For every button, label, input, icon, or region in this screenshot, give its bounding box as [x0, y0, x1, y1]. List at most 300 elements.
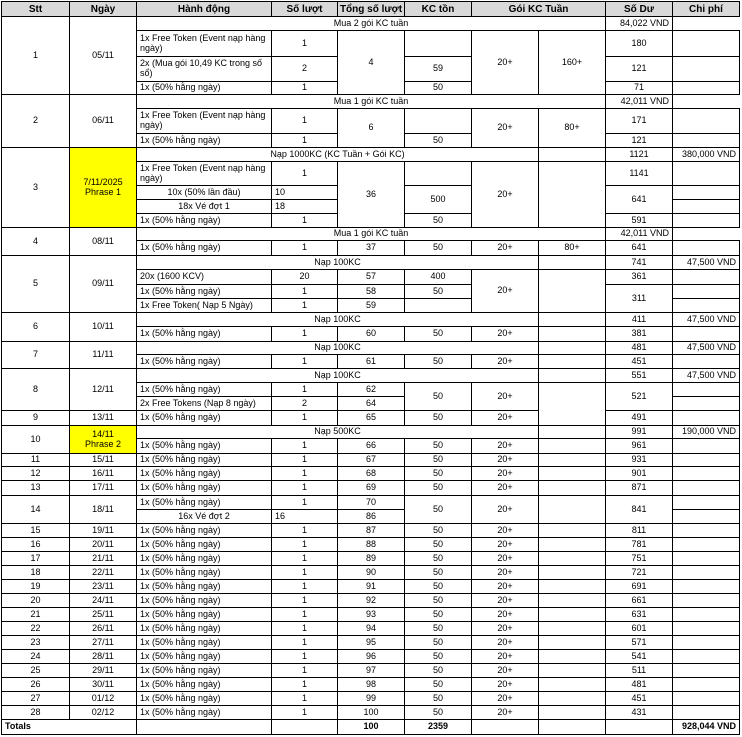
table-cell[interactable]: 27/11 [69, 635, 137, 650]
table-cell[interactable]: 1x (50% hằng ngày) [136, 410, 272, 426]
table-cell[interactable] [605, 719, 673, 735]
table-cell[interactable] [672, 269, 740, 285]
table-cell[interactable] [672, 453, 740, 467]
table-cell[interactable]: Nạp 1000KC (KC Tuần + Gói KC) [136, 147, 539, 162]
table-cell[interactable] [538, 663, 606, 678]
table-cell[interactable] [404, 30, 472, 57]
table-cell[interactable]: 1x (50% hằng ngày) [136, 621, 272, 636]
table-cell[interactable]: 22 [1, 621, 70, 636]
table-cell[interactable]: 1x (50% hằng ngày) [136, 240, 272, 256]
table-cell[interactable]: 1x (50% hằng ngày) [136, 565, 272, 580]
table-cell[interactable]: Mua 1 gói KC tuần [136, 94, 606, 109]
table-cell[interactable]: 1x (50% hằng ngày) [136, 607, 272, 622]
table-cell[interactable]: 26/11 [69, 621, 137, 636]
table-cell[interactable]: 171 [605, 108, 673, 134]
table-cell[interactable]: 4 [337, 30, 405, 95]
table-cell[interactable]: 50 [404, 284, 472, 299]
table-cell[interactable] [404, 298, 472, 313]
column-header-goi-kc-tuan[interactable]: Gói KC Tuần [471, 1, 606, 17]
table-cell[interactable]: 20+ [471, 438, 539, 454]
table-cell[interactable]: 95 [337, 635, 405, 650]
table-cell[interactable]: 591 [605, 213, 673, 228]
table-cell[interactable]: 20+ [471, 691, 539, 706]
table-cell[interactable]: 11/11 [69, 341, 137, 369]
table-cell[interactable]: 88 [337, 537, 405, 552]
table-cell[interactable]: 811 [605, 523, 673, 538]
table-cell[interactable] [538, 495, 606, 524]
table-cell[interactable]: 10/11 [69, 312, 137, 342]
table-cell[interactable]: 1 [271, 593, 338, 608]
table-cell[interactable] [404, 161, 472, 186]
table-cell[interactable] [672, 649, 740, 664]
table-cell[interactable]: 50 [404, 537, 472, 552]
table-cell[interactable] [136, 719, 272, 735]
table-cell[interactable] [672, 466, 740, 481]
table-cell[interactable] [672, 284, 740, 299]
table-cell[interactable]: 13/11 [69, 410, 137, 426]
table-cell[interactable]: 57 [337, 269, 405, 285]
table-cell[interactable]: 90 [337, 565, 405, 580]
table-cell[interactable]: 1x (50% hằng ngày) [136, 438, 272, 454]
table-cell[interactable]: 20+ [471, 453, 539, 467]
table-cell[interactable]: 100 [337, 705, 405, 720]
table-cell[interactable]: 5 [1, 255, 70, 313]
table-cell[interactable]: Nạp 100KC [136, 255, 539, 270]
table-cell[interactable]: 11 [1, 453, 70, 467]
table-cell[interactable]: Mua 2 gói KC tuần [136, 16, 606, 31]
table-cell[interactable]: 1 [271, 161, 338, 186]
table-cell[interactable] [672, 635, 740, 650]
table-cell[interactable]: 50 [404, 635, 472, 650]
table-cell[interactable] [538, 635, 606, 650]
table-cell[interactable]: 50 [404, 607, 472, 622]
table-cell[interactable] [538, 719, 606, 735]
table-cell[interactable] [471, 719, 539, 735]
table-cell[interactable]: 961 [605, 438, 673, 454]
table-cell[interactable]: 9 [1, 410, 70, 426]
table-cell[interactable]: 50 [404, 466, 472, 481]
table-cell[interactable]: 481 [605, 341, 673, 355]
table-cell[interactable]: 94 [337, 621, 405, 636]
table-cell[interactable]: 1x (50% hằng ngày) [136, 495, 272, 510]
table-cell[interactable] [538, 691, 606, 706]
table-cell[interactable] [672, 56, 740, 82]
table-cell[interactable] [672, 495, 740, 510]
table-cell[interactable] [672, 396, 740, 411]
table-cell[interactable]: 59 [337, 298, 405, 313]
table-cell[interactable]: 30/11 [69, 677, 137, 692]
table-cell[interactable]: 10 [271, 185, 338, 200]
table-cell[interactable]: 89 [337, 551, 405, 566]
table-cell[interactable]: 84,022 VND [605, 16, 673, 31]
table-cell[interactable]: 16/11 [69, 466, 137, 481]
table-cell[interactable]: 20+ [471, 495, 539, 524]
table-cell[interactable]: 99 [337, 691, 405, 706]
table-cell[interactable]: 6 [1, 312, 70, 342]
table-cell[interactable]: 21 [1, 607, 70, 622]
table-cell[interactable] [672, 509, 740, 524]
table-cell[interactable] [672, 677, 740, 692]
table-cell[interactable]: 28/11 [69, 649, 137, 664]
table-cell[interactable] [538, 382, 606, 426]
table-cell[interactable]: 491 [605, 410, 673, 426]
table-cell[interactable] [672, 185, 740, 200]
table-cell[interactable]: 10x (50% lần đầu) [136, 185, 272, 200]
table-cell[interactable]: 18 [1, 565, 70, 580]
table-cell[interactable]: 50 [404, 326, 472, 342]
table-cell[interactable]: 20+ [471, 480, 539, 496]
column-header-kc-ton[interactable]: KC tồn [404, 1, 472, 17]
table-cell[interactable]: 541 [605, 649, 673, 664]
table-cell[interactable]: 50 [404, 677, 472, 692]
table-cell[interactable]: 1 [271, 705, 338, 720]
table-cell[interactable] [538, 269, 606, 313]
table-cell[interactable]: 431 [605, 705, 673, 720]
table-cell[interactable]: 24/11 [69, 593, 137, 608]
table-cell[interactable]: 50 [404, 213, 472, 228]
table-cell[interactable] [538, 326, 606, 342]
table-cell[interactable]: 1121 [605, 147, 673, 162]
table-cell[interactable] [672, 579, 740, 594]
totals-cell[interactable]: 100 [337, 719, 405, 735]
table-cell[interactable]: 1 [271, 133, 338, 148]
table-cell[interactable]: 1x (50% hằng ngày) [136, 354, 272, 369]
table-cell[interactable]: 71 [605, 81, 673, 95]
table-cell[interactable] [672, 298, 740, 313]
column-header-so-du[interactable]: Số Dư [605, 1, 673, 17]
table-cell[interactable]: 311 [605, 284, 673, 313]
table-cell[interactable] [672, 663, 740, 678]
table-cell[interactable]: 3 [1, 147, 70, 228]
table-cell[interactable]: 97 [337, 663, 405, 678]
table-cell[interactable]: 96 [337, 649, 405, 664]
table-cell[interactable]: 14 [1, 495, 70, 524]
table-cell[interactable] [672, 354, 740, 369]
table-cell[interactable]: 691 [605, 579, 673, 594]
table-cell[interactable]: 36 [337, 161, 405, 228]
table-cell[interactable] [271, 719, 338, 735]
table-cell[interactable] [672, 133, 740, 148]
table-cell[interactable]: 1 [271, 466, 338, 481]
table-cell[interactable] [672, 438, 740, 454]
table-cell[interactable]: 4 [1, 227, 70, 256]
table-cell[interactable]: 6 [337, 108, 405, 148]
table-cell[interactable]: 02/12 [69, 705, 137, 720]
table-cell[interactable]: 22/11 [69, 565, 137, 580]
column-header-ngay[interactable]: Ngày [69, 1, 137, 17]
table-cell[interactable]: 121 [605, 56, 673, 82]
totals-cell[interactable]: Totals [1, 719, 137, 735]
table-cell[interactable] [672, 537, 740, 552]
column-header-chi-phi[interactable]: Chi phí [672, 1, 740, 17]
table-cell[interactable]: 42,011 VND [605, 227, 673, 241]
table-cell[interactable] [672, 240, 740, 256]
table-cell[interactable]: 58 [337, 284, 405, 299]
table-cell[interactable]: 641 [605, 240, 673, 256]
table-cell[interactable]: 20 [1, 593, 70, 608]
table-cell[interactable]: 80+ [538, 108, 606, 148]
table-cell[interactable] [538, 161, 606, 228]
table-cell[interactable] [672, 565, 740, 580]
table-cell[interactable]: 01/12 [69, 691, 137, 706]
table-cell[interactable]: 1 [271, 537, 338, 552]
table-cell[interactable]: 1 [271, 81, 338, 95]
table-cell[interactable]: 64 [337, 396, 405, 411]
table-cell[interactable]: 50 [404, 663, 472, 678]
table-cell[interactable]: 1 [271, 382, 338, 397]
table-cell[interactable]: 1x (50% hằng ngày) [136, 326, 272, 342]
table-cell[interactable]: 50 [404, 523, 472, 538]
table-cell[interactable]: 1x (50% hằng ngày) [136, 480, 272, 496]
table-cell[interactable]: 47,500 VND [672, 341, 740, 355]
table-cell[interactable]: 521 [605, 382, 673, 411]
table-cell[interactable]: 411 [605, 312, 673, 327]
table-cell[interactable]: 50 [404, 81, 472, 95]
table-cell[interactable]: 2x Free Tokens (Nạp 8 ngày) [136, 396, 272, 411]
table-cell[interactable]: 1 [271, 635, 338, 650]
column-header-stt[interactable]: Stt [1, 1, 70, 17]
table-cell[interactable]: 20+ [471, 466, 539, 481]
table-cell[interactable]: 12 [1, 466, 70, 481]
table-cell[interactable]: 1x Free Token( Nạp 5 Ngày) [136, 298, 272, 313]
table-cell[interactable]: 1x (50% hằng ngày) [136, 677, 272, 692]
table-cell[interactable]: 20+ [471, 635, 539, 650]
table-cell[interactable]: 500 [404, 185, 472, 214]
highlighted-date-cell[interactable]: 7/11/2025 Phrase 1 [69, 147, 137, 228]
table-cell[interactable]: 59 [404, 56, 472, 82]
table-cell[interactable]: 15/11 [69, 453, 137, 467]
table-cell[interactable]: 400 [404, 269, 472, 285]
table-cell[interactable]: 901 [605, 466, 673, 481]
table-cell[interactable]: 1x (50% hằng ngày) [136, 635, 272, 650]
table-cell[interactable]: 601 [605, 621, 673, 636]
table-cell[interactable] [538, 607, 606, 622]
table-cell[interactable]: 381 [605, 326, 673, 342]
table-cell[interactable]: 23 [1, 635, 70, 650]
table-cell[interactable]: 20+ [471, 382, 539, 411]
table-cell[interactable]: 1x (50% hằng ngày) [136, 663, 272, 678]
table-cell[interactable]: 42,011 VND [605, 94, 673, 109]
table-cell[interactable]: Nạp 100KC [136, 312, 539, 327]
table-cell[interactable]: 20+ [471, 607, 539, 622]
table-cell[interactable]: 841 [605, 495, 673, 524]
table-cell[interactable]: 2 [1, 94, 70, 148]
table-cell[interactable]: 781 [605, 537, 673, 552]
table-cell[interactable]: 1x (50% hằng ngày) [136, 523, 272, 538]
table-cell[interactable]: 641 [605, 185, 673, 214]
table-cell[interactable]: 511 [605, 663, 673, 678]
table-cell[interactable]: 1 [1, 16, 70, 95]
table-cell[interactable] [538, 466, 606, 481]
table-cell[interactable]: Mua 1 gói KC tuần [136, 227, 606, 241]
table-cell[interactable] [538, 551, 606, 566]
table-cell[interactable]: Nạp 100KC [136, 341, 539, 355]
table-cell[interactable] [672, 161, 740, 186]
table-cell[interactable]: 1x (50% hằng ngày) [136, 466, 272, 481]
table-cell[interactable]: 1 [271, 354, 338, 369]
table-cell[interactable] [538, 354, 606, 369]
table-cell[interactable]: 1 [271, 495, 338, 510]
table-cell[interactable]: 190,000 VND [672, 425, 740, 439]
table-cell[interactable]: 26 [1, 677, 70, 692]
table-cell[interactable]: 50 [404, 480, 472, 496]
table-cell[interactable]: 160+ [538, 30, 606, 95]
table-cell[interactable]: 1 [271, 326, 338, 342]
table-cell[interactable]: 20+ [471, 108, 539, 148]
table-cell[interactable]: 20+ [471, 410, 539, 426]
table-cell[interactable]: 50 [404, 240, 472, 256]
table-cell[interactable]: 180 [605, 30, 673, 57]
table-cell[interactable]: 29/11 [69, 663, 137, 678]
table-cell[interactable]: 50 [404, 593, 472, 608]
table-cell[interactable]: 1x Free Token (Event nạp hàng ngày) [136, 161, 272, 186]
column-header-hanh-dong[interactable]: Hành động [136, 1, 272, 17]
table-cell[interactable] [672, 199, 740, 214]
table-cell[interactable] [538, 705, 606, 720]
table-cell[interactable]: 631 [605, 607, 673, 622]
table-cell[interactable]: 1x (50% hằng ngày) [136, 705, 272, 720]
table-cell[interactable]: 1 [271, 108, 338, 134]
table-cell[interactable]: 86 [337, 509, 405, 524]
table-cell[interactable]: 1 [271, 410, 338, 426]
table-cell[interactable] [538, 579, 606, 594]
table-cell[interactable]: 09/11 [69, 255, 137, 313]
table-cell[interactable]: 1x Free Token (Event nạp hàng ngày) [136, 30, 272, 57]
table-cell[interactable]: 1 [271, 579, 338, 594]
table-cell[interactable] [538, 537, 606, 552]
table-cell[interactable]: 1x (50% hằng ngày) [136, 593, 272, 608]
table-cell[interactable] [672, 213, 740, 228]
table-cell[interactable]: 20+ [471, 240, 539, 256]
totals-cell[interactable]: 928,044 VND [672, 719, 740, 735]
table-cell[interactable]: 571 [605, 635, 673, 650]
table-cell[interactable]: Nạp 100KC [136, 368, 539, 383]
table-cell[interactable]: 121 [605, 133, 673, 148]
table-cell[interactable]: 20 [271, 269, 338, 285]
table-cell[interactable]: 50 [404, 354, 472, 369]
table-cell[interactable] [538, 438, 606, 454]
table-cell[interactable] [672, 593, 740, 608]
table-cell[interactable]: 1 [271, 438, 338, 454]
table-cell[interactable]: 1 [271, 607, 338, 622]
table-cell[interactable] [672, 108, 740, 134]
table-cell[interactable]: 20+ [471, 593, 539, 608]
table-cell[interactable]: 451 [605, 691, 673, 706]
table-cell[interactable]: 70 [337, 495, 405, 510]
table-cell[interactable]: 1x (50% hằng ngày) [136, 382, 272, 397]
table-cell[interactable] [672, 81, 740, 95]
table-cell[interactable]: 20+ [471, 663, 539, 678]
table-cell[interactable] [538, 593, 606, 608]
table-cell[interactable]: 17 [1, 551, 70, 566]
table-cell[interactable] [404, 108, 472, 134]
table-cell[interactable]: 25/11 [69, 607, 137, 622]
table-cell[interactable] [538, 453, 606, 467]
table-cell[interactable]: 08/11 [69, 227, 137, 256]
table-cell[interactable]: 20+ [471, 30, 539, 95]
table-cell[interactable]: 61 [337, 354, 405, 369]
table-cell[interactable]: 16 [1, 537, 70, 552]
table-cell[interactable]: 1 [271, 298, 338, 313]
table-cell[interactable]: 98 [337, 677, 405, 692]
totals-cell[interactable]: 2359 [404, 719, 472, 735]
highlighted-date-cell[interactable]: 14/11 Phrase 2 [69, 425, 137, 454]
table-cell[interactable]: 1 [271, 621, 338, 636]
table-cell[interactable]: 1x (50% hằng ngày) [136, 649, 272, 664]
table-cell[interactable] [672, 523, 740, 538]
table-cell[interactable] [672, 480, 740, 496]
table-cell[interactable]: 20x (1600 KCV) [136, 269, 272, 285]
table-cell[interactable]: 1 [271, 565, 338, 580]
table-cell[interactable]: 1x (50% hằng ngày) [136, 579, 272, 594]
table-cell[interactable]: 21/11 [69, 551, 137, 566]
table-cell[interactable]: 20+ [471, 649, 539, 664]
table-cell[interactable] [672, 607, 740, 622]
table-cell[interactable] [672, 621, 740, 636]
table-cell[interactable]: 15 [1, 523, 70, 538]
table-cell[interactable]: 50 [404, 382, 472, 411]
table-cell[interactable]: 37 [337, 240, 405, 256]
table-cell[interactable]: 93 [337, 607, 405, 622]
table-cell[interactable]: 50 [404, 133, 472, 148]
table-cell[interactable]: 28 [1, 705, 70, 720]
table-cell[interactable]: 19/11 [69, 523, 137, 538]
table-cell[interactable]: 20+ [471, 354, 539, 369]
column-header-tong-so-luot[interactable]: Tổng số lượt [337, 1, 405, 17]
table-cell[interactable]: 20/11 [69, 537, 137, 552]
table-cell[interactable]: 2x (Mua gói 10,49 KC trong số sổ) [136, 56, 272, 82]
table-cell[interactable]: 18 [271, 199, 338, 214]
table-cell[interactable]: 50 [404, 438, 472, 454]
table-cell[interactable]: 50 [404, 649, 472, 664]
table-cell[interactable]: 50 [404, 453, 472, 467]
table-cell[interactable] [672, 705, 740, 720]
table-cell[interactable]: 50 [404, 565, 472, 580]
table-cell[interactable]: 20+ [471, 326, 539, 342]
table-cell[interactable]: 1 [271, 240, 338, 256]
table-cell[interactable]: 1x (50% hằng ngày) [136, 691, 272, 706]
table-cell[interactable]: Nạp 500KC [136, 425, 539, 439]
table-cell[interactable]: 1x (50% hằng ngày) [136, 81, 272, 95]
table-cell[interactable]: 23/11 [69, 579, 137, 594]
table-cell[interactable]: 751 [605, 551, 673, 566]
table-cell[interactable] [538, 523, 606, 538]
table-cell[interactable] [538, 677, 606, 692]
table-cell[interactable]: 1x (50% hằng ngày) [136, 213, 272, 228]
table-cell[interactable]: 13 [1, 480, 70, 496]
table-cell[interactable]: 1 [271, 30, 338, 57]
table-cell[interactable]: 12/11 [69, 368, 137, 411]
table-cell[interactable]: 1 [271, 677, 338, 692]
table-cell[interactable]: 16x Vé đợt 2 [136, 509, 272, 524]
table-cell[interactable]: 481 [605, 677, 673, 692]
table-cell[interactable]: 20+ [471, 579, 539, 594]
table-cell[interactable]: 47,500 VND [672, 312, 740, 327]
table-cell[interactable]: 20+ [471, 621, 539, 636]
table-cell[interactable]: 2 [271, 396, 338, 411]
table-cell[interactable]: 20+ [471, 705, 539, 720]
table-cell[interactable]: 1 [271, 523, 338, 538]
table-cell[interactable]: 1x (50% hằng ngày) [136, 453, 272, 467]
table-cell[interactable]: 60 [337, 326, 405, 342]
table-cell[interactable]: 661 [605, 593, 673, 608]
table-cell[interactable]: 871 [605, 480, 673, 496]
table-cell[interactable]: 06/11 [69, 94, 137, 148]
table-cell[interactable]: 65 [337, 410, 405, 426]
table-cell[interactable]: 931 [605, 453, 673, 467]
column-header-so-luot[interactable]: Số lượt [271, 1, 338, 17]
table-cell[interactable]: 50 [404, 551, 472, 566]
